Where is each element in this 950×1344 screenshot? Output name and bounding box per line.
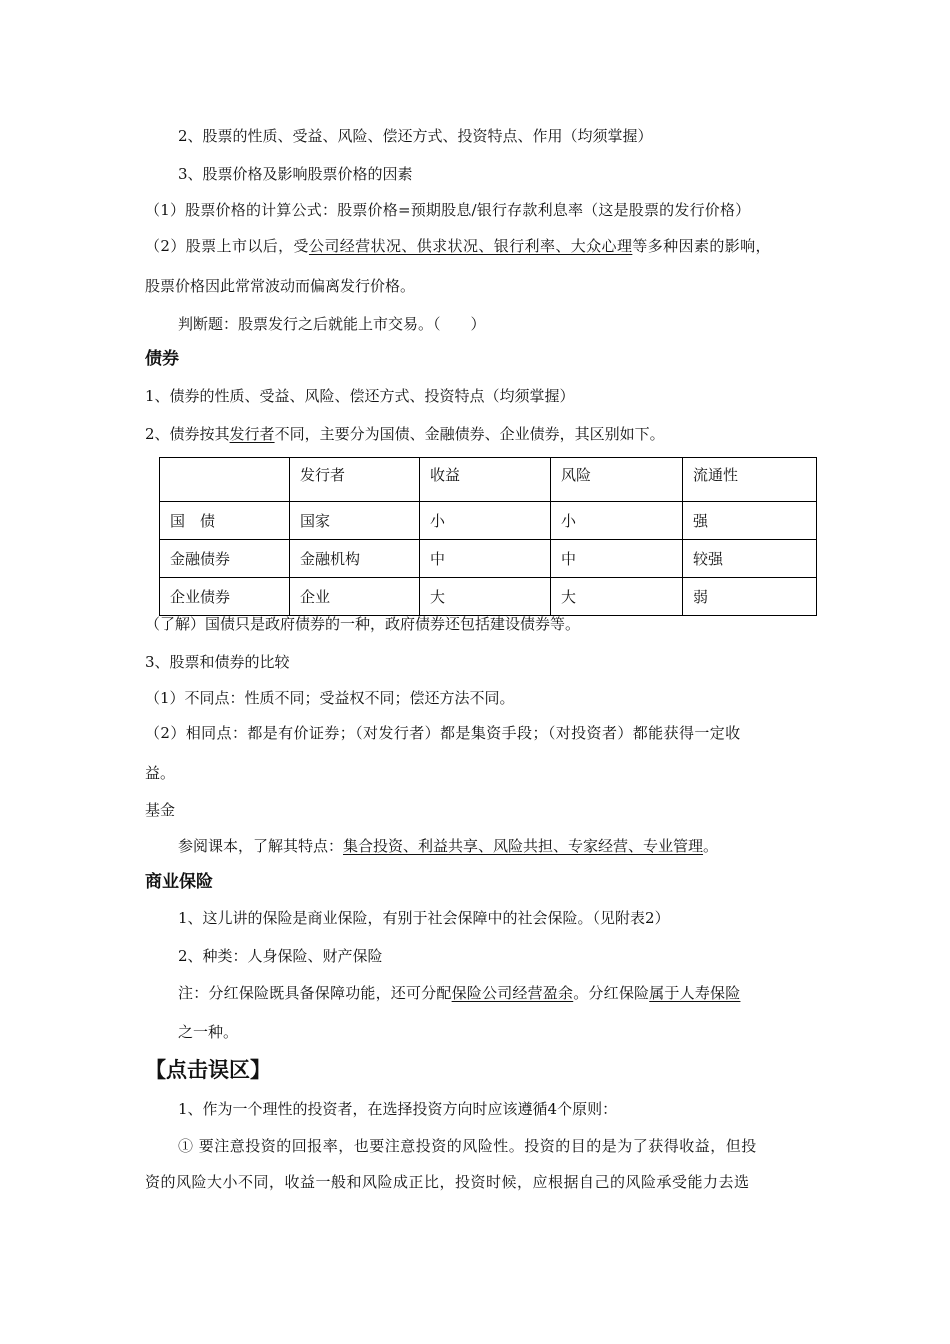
compare-item-3: 3、股票和债券的比较: [145, 653, 290, 671]
stock-item-3: 3、股票价格及影响股票价格的因素: [178, 165, 413, 183]
table-cell: 弱: [683, 578, 817, 616]
misconceptions-heading: 【点击误区】: [145, 1058, 271, 1082]
bonds-heading: 债券: [145, 349, 179, 369]
fund-text: [178, 836, 718, 856]
table-cell: 小: [420, 502, 551, 540]
insurance-note-prefix: 注：分红保险既具备保障功能，还可分配: [178, 984, 452, 1002]
insurance-note-underlined-2: 属于人寿保险: [649, 984, 741, 1002]
fund-text-underlined: 集合投资、利益共享、风险共担、专家经营、专业管理: [343, 837, 704, 855]
factors-prefix: （2）股票上市以后，受: [145, 237, 309, 255]
insurance-note-middle: 。分红保险: [573, 984, 650, 1002]
misconceptions-paragraph-1: ① 要注意投资的回报率，也要注意投资的风险性。投资的目的是为了获得收益，但投: [178, 1137, 757, 1155]
misconceptions-paragraph-1-cont: 资的风险大小不同，收益一般和风险成正比，投资时候，应根据自己的风险承受能力去选: [145, 1173, 750, 1191]
table-cell: 国 债: [160, 502, 290, 540]
bonds-item-2-underlined: 发行者: [229, 425, 275, 443]
table-header-cell: 风险: [551, 458, 683, 502]
table-cell: 小: [551, 502, 683, 540]
table-row: [160, 578, 817, 616]
table-cell: 金融债券: [160, 540, 290, 578]
bonds-item-2: [145, 424, 665, 444]
factors-underlined: 公司经营状况、供求状况、银行利率、大众心理: [308, 237, 633, 255]
stock-price-formula: （1）股票价格的计算公式：股票价格=预期股息/银行存款利息率（这是股票的发行价格）: [145, 201, 751, 219]
table-cell: 企业: [290, 578, 420, 616]
stock-item-2: 2、股票的性质、受益、风险、偿还方式、投资特点、作用（均须掌握）: [178, 127, 653, 145]
table-header-cell: 发行者: [290, 458, 420, 502]
table-header-cell: 流通性: [683, 458, 817, 502]
insurance-item-2: 2、种类：人身保险、财产保险: [178, 947, 383, 965]
table-cell: 企业债券: [160, 578, 290, 616]
bond-comparison-table: [159, 457, 817, 616]
bonds-item-2-prefix: 2、债券按其: [145, 425, 230, 443]
table-cell: 中: [420, 540, 551, 578]
table-header-cell: [160, 458, 290, 502]
table-cell: 中: [551, 540, 683, 578]
table-row: [160, 502, 817, 540]
table-cell: 大: [551, 578, 683, 616]
table-cell: 较强: [683, 540, 817, 578]
bonds-item-1: 1、债券的性质、受益、风险、偿还方式、投资特点（均须掌握）: [145, 387, 575, 405]
table-cell: 强: [683, 502, 817, 540]
bonds-note: （了解）国债只是政府债券的一种，政府债券还包括建设债券等。: [145, 615, 581, 633]
table-row: [160, 540, 817, 578]
compare-similarities: （2）相同点：都是有价证券；（对发行者）都是集资手段；（对投资者）都能获得一定收: [145, 724, 741, 742]
table-header-row: [160, 458, 817, 502]
table-cell: 金融机构: [290, 540, 420, 578]
insurance-note-cont: 之一种。: [178, 1023, 239, 1041]
insurance-item-1: 1、这儿讲的保险是商业保险，有别于社会保障中的社会保险。（见附表2）: [178, 909, 670, 927]
fund-heading: 基金: [145, 801, 176, 819]
stock-price-factors: [145, 236, 771, 256]
judge-question: 判断题：股票发行之后就能上市交易。（ ）: [178, 315, 486, 333]
stock-price-factors-cont: 股票价格因此常常波动而偏离发行价格。: [145, 277, 416, 295]
table-cell: 国家: [290, 502, 420, 540]
table-cell: 大: [420, 578, 551, 616]
fund-text-suffix: 。: [703, 837, 719, 855]
fund-text-prefix: 参阅课本，了解其特点：: [178, 837, 344, 855]
insurance-note-underlined-1: 保险公司经营盈余: [451, 984, 574, 1002]
compare-similarities-cont: 益。: [145, 764, 176, 782]
compare-differences: （1）不同点：性质不同；受益权不同；偿还方法不同。: [145, 689, 515, 707]
misconceptions-item-1: 1、作为一个理性的投资者，在选择投资方向时应该遵循4个原则：: [178, 1100, 618, 1118]
bonds-item-2-suffix: 不同，主要分为国债、金融债券、企业债券，其区别如下。: [274, 425, 665, 443]
insurance-note: [178, 983, 740, 1003]
insurance-heading: 商业保险: [145, 872, 213, 892]
table-header-cell: 收益: [420, 458, 551, 502]
factors-suffix: 等多种因素的影响，: [632, 237, 771, 255]
